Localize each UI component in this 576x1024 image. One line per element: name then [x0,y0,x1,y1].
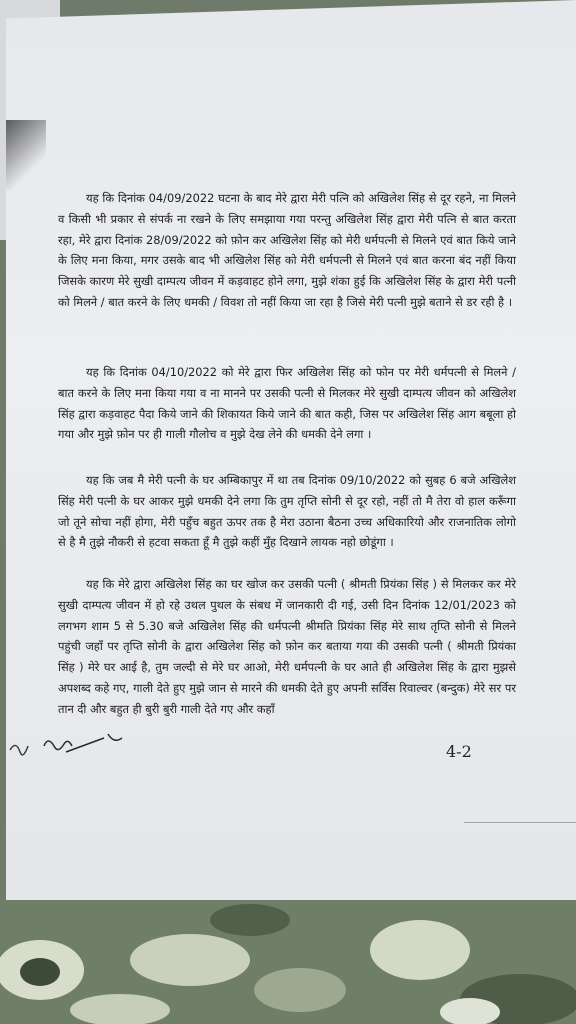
paragraph-3 [58,470,516,553]
fabric-background [0,900,576,1024]
paragraph-2-text: यह कि दिनांक 04/10/2022 को मेरे द्वारा फिर अखिलेश सिंह को फोन पर मेरी धर्मपत्नी से मिलने / बात करने के लिए मना किया गया व ना मानने पर उसकी पत्नी से मिलकर मेरे सुखी दाम्पत्य जीवन को अखिलेश सिंह द्वारा कड़वाहट पैदा किये जाने की शिकायत किये जाने की बात कही, जिस पर अखिलेश सिंह आग बबूला हो गया और मुझे फ़ोन पर ही गाली गौलोच व मुझे देख लेने की धमकी देने लगा । [58,365,516,442]
page-fold-line [464,822,576,823]
handwritten-page-mark: 4-2 [446,742,472,761]
paragraph-4 [58,574,516,720]
paragraph-1-text: यह कि दिनांक 04/09/2022 घटना के बाद मेरे द्वारा मेरी पत्नि को अखिलेश सिंह से दूर रहने, ना मिलने व किसी भी प्रकार से संपर्क ना रखने के लिए समझाया गया परन्तु अखिलेश सिंह द्वारा मेरी पत्नि से बात करता रहा, मेरे द्वारा दिनांक 28/09/2022 को फ़ोन कर अखिलेश सिंह को मेरी धर्मपत्नी से मिलने एवं बात किये जाने के लिए मना किया, मगर उसके बाद भी अखिलेश सिंह को मेरी धर्मपत्नी से मिलने एवं बात करना बंद नहीं किया जिसके कारण मेरे सुखी दाम्पत्य जीवन में कड़वाहट होने लगा, मुझे शंका हुई कि अखिलेश सिंह के द्वारा मेरी पत्नी को मिलने / बात करने के लिए धमकी / विवश तो नहीं किया जा रहा है जिसे मेरी पत्नी मुझे बताने से डर रही है । [58,191,516,309]
page-corner-shadow [6,120,46,190]
paragraph-2 [58,362,516,445]
paragraph-1 [58,188,516,313]
paragraph-4-text: यह कि मेरे द्वारा अखिलेश सिंह का घर खोज कर उसकी पत्नी ( श्रीमती प्रियंका सिंह ) से मिलकर कर मेरे सुखी दाम्पत्य जीवन में हो रहे उथल पुथल के संबध में जानकारी दी गई, उसी दिन दिनांक 12/01/2023 को लगभग शाम 5 से 5.30 बजे अखिलेश सिंह की धर्मपत्नी श्रीमति प्रियंका सिंह मेरे साथ तृप्ति सोनी से मिलने पहुंची जहाँ पर तृप्ति सोनी के द्वारा अखिलेश सिंह को फ़ोन कर बताया गया की उसकी पत्नी ( श्रीमती प्रियंका सिंह ) मेरे घर आई है, तुम जल्दी से मेरे घर आओ, मेरी धर्मपत्नी के घर आते ही अखिलेश सिंह के द्वारा मुझसे अपशब्द कहे गए, गाली देते हुए मुझे जान से मारने की धमकी देते हुए अपनी सर्विस रिवाल्वर (बन्दुक) मेरे सर पर तान दी और बहुत ही बुरी बुरी गाली देते गए और कहाँ [58,577,516,716]
document-page [6,0,576,922]
paragraph-3-text: यह कि जब मै मेरी पत्नी के घर अम्बिकापुर में था तब दिनांक 09/10/2022 को सुबह 6 बजे अखिलेश सिंह मेरी पत्नी के घर आकर मुझे धमकी देने लगा कि तुम तृप्ति सोनी से दूर रहो, नहीं तो मै तेरा वो हाल करूँगा जो तूने सोचा नहीं होगा, मेरी पहुँच बहुत ऊपर तक है मेरा उठाना बैठना उच्च अधिकारियो और राजनातिक लोगो से है मै तुझे नौकरी से हटवा सकता हूँ मै तुझे कहीं मुँह दिखाने लायक नहो छोडूंगा । [58,473,516,550]
handwritten-signature-scribble [8,728,138,768]
